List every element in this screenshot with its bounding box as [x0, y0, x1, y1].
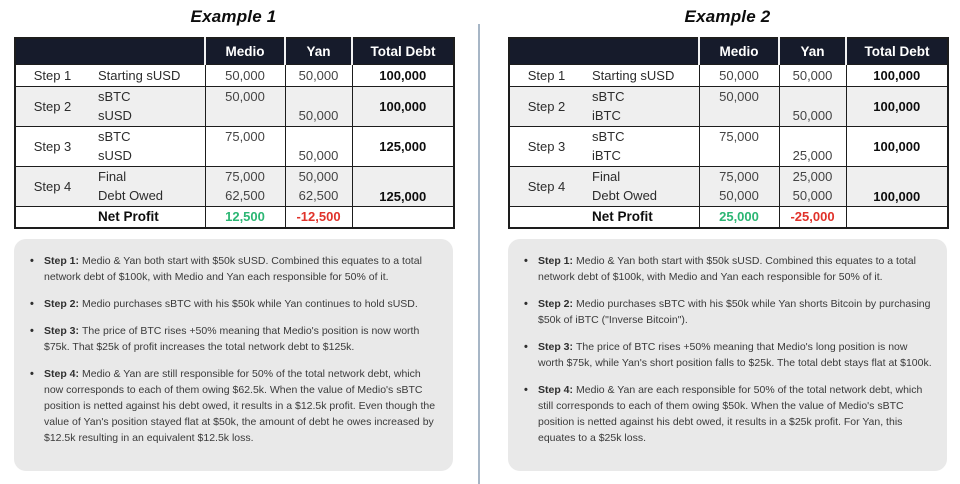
step-1-row: [509, 64, 948, 86]
corner-cell: [15, 38, 205, 64]
column-header-yan: Yan: [779, 38, 846, 64]
note-item: [30, 296, 439, 312]
empty-cell: [352, 206, 454, 228]
step-label: Step 3: [15, 126, 89, 166]
medio-value: 75,000: [699, 126, 779, 146]
row-description: Final: [583, 166, 699, 186]
note-body: Medio purchases sBTC with his $50k while Yan continues to hold sUSD.: [82, 298, 418, 310]
note-lead: Step 4:: [44, 368, 80, 380]
bullet-icon: [524, 253, 531, 285]
step-label: Step 1: [15, 64, 89, 86]
total-debt-value: 100,000: [846, 86, 948, 126]
step-2-row: [15, 86, 454, 126]
medio-value: [699, 146, 779, 166]
note-body: Medio & Yan are still responsible for 50% of the total network debt, which now corresponds to each of them owing $62.5k. When the value of Medio's sBTC position is netted against his debt owed, it results in a $12.5k profit. Even though the value of Yan's position stayed flat at $50k, the amount of debt he owes increased by $12.5k resulting in an equivalent $12.5k loss.: [44, 368, 436, 444]
note-text: [44, 323, 439, 355]
row-description: sBTC: [89, 86, 205, 106]
net-profit-row: [509, 206, 948, 228]
step-3-row: [15, 126, 454, 166]
empty-cell: [509, 206, 583, 228]
example-1-title: Example 1: [190, 7, 277, 26]
column-header-medio: Medio: [699, 38, 779, 64]
bullet-icon: [524, 382, 531, 446]
yan-value: 25,000: [779, 146, 846, 166]
step-2-row: [509, 86, 948, 126]
note-item: [30, 323, 439, 355]
medio-net-profit: 25,000: [699, 206, 779, 228]
note-lead: Step 3:: [44, 325, 80, 337]
yan-value: [779, 86, 846, 106]
net-profit-label: Net Profit: [89, 206, 205, 228]
total-debt-value: 100,000: [846, 126, 948, 166]
note-lead: Step 3:: [538, 341, 574, 353]
total-debt-value: 100,000: [846, 166, 948, 206]
total-debt-value: 125,000: [352, 126, 454, 166]
medio-value: 62,500: [205, 186, 285, 206]
note-body: Medio & Yan are each responsible for 50% of the total network debt, which still corresponds to each of them owing $50k. When the value of Medio's sBTC position is netted against his debt owed, it results in a $25k profit. For Yan, this equates to a $25k loss.: [538, 384, 923, 444]
medio-value: 50,000: [205, 86, 285, 106]
step-label: Step 4: [15, 166, 89, 206]
empty-cell: [846, 206, 948, 228]
total-debt-value: 125,000: [352, 166, 454, 206]
row-description: sBTC: [89, 126, 205, 146]
step-4-row: [509, 166, 948, 206]
step-label: Step 3: [509, 126, 583, 166]
column-header-medio: Medio: [205, 38, 285, 64]
medio-value: 75,000: [205, 166, 285, 186]
example-1-panel: [14, 0, 453, 471]
step-label: Step 2: [15, 86, 89, 126]
medio-value: [205, 146, 285, 166]
step-label: Step 1: [509, 64, 583, 86]
yan-value: 50,000: [779, 186, 846, 206]
medio-net-profit: 12,500: [205, 206, 285, 228]
step-label: Step 2: [509, 86, 583, 126]
note-item: [524, 253, 933, 285]
example-2-notes-box: [508, 239, 947, 471]
total-debt-value: 100,000: [352, 64, 454, 86]
medio-value: [699, 106, 779, 126]
step-4-row: [15, 166, 454, 206]
note-lead: Step 2:: [538, 298, 574, 310]
row-description: iBTC: [583, 106, 699, 126]
yan-value: 50,000: [285, 146, 352, 166]
example-2-panel: [508, 0, 947, 471]
bullet-icon: [524, 339, 531, 371]
medio-value: 50,000: [699, 64, 779, 86]
yan-value: 25,000: [779, 166, 846, 186]
note-item: [30, 253, 439, 285]
row-description: sUSD: [89, 106, 205, 126]
example-2-title: Example 2: [684, 7, 771, 26]
net-profit-label: Net Profit: [583, 206, 699, 228]
note-body: The price of BTC rises +50% meaning that Medio's long position is now worth $75k, while Yan's short position falls to $25k. The total debt stays flat at $100k.: [538, 341, 932, 369]
row-description: sUSD: [89, 146, 205, 166]
yan-value: 50,000: [779, 106, 846, 126]
example-1-debt-table: [14, 37, 455, 229]
note-item: [30, 366, 439, 446]
table-header: [15, 38, 454, 64]
note-item: [524, 296, 933, 328]
note-text: [538, 382, 933, 446]
column-header-total-debt: Total Debt: [846, 38, 948, 64]
note-body: Medio & Yan both start with $50k sUSD. Combined this equates to a total network debt of $100k, with Medio and Yan each responsible for 50% of it.: [538, 255, 916, 283]
yan-net-profit: -12,500: [285, 206, 352, 228]
yan-value: 50,000: [285, 166, 352, 186]
empty-cell: [15, 206, 89, 228]
note-body: Medio & Yan both start with $50k sUSD. Combined this equates to a total network debt of $100k, with Medio and Yan each responsible for 50% of it.: [44, 255, 422, 283]
yan-value: [285, 126, 352, 146]
row-description: sBTC: [583, 126, 699, 146]
yan-value: 50,000: [285, 64, 352, 86]
row-description: Starting sUSD: [583, 64, 699, 86]
yan-value: [779, 126, 846, 146]
yan-value: 50,000: [285, 106, 352, 126]
bullet-icon: [30, 253, 37, 285]
yan-value: 62,500: [285, 186, 352, 206]
bullet-icon: [30, 296, 37, 312]
medio-value: 50,000: [699, 86, 779, 106]
note-item: [524, 339, 933, 371]
row-description: sBTC: [583, 86, 699, 106]
note-body: The price of BTC rises +50% meaning that Medio's position is now worth $75k. That $25k of profit increases the total network debt to $125k.: [44, 325, 420, 353]
note-text: [538, 253, 933, 285]
vertical-divider: [478, 24, 480, 484]
medio-value: 50,000: [205, 64, 285, 86]
net-profit-row: [15, 206, 454, 228]
column-header-total-debt: Total Debt: [352, 38, 454, 64]
note-lead: Step 1:: [538, 255, 574, 267]
note-text: [538, 339, 933, 371]
note-lead: Step 4:: [538, 384, 574, 396]
yan-value: 50,000: [779, 64, 846, 86]
note-text: [538, 296, 933, 328]
total-debt-value: 100,000: [352, 86, 454, 126]
total-debt-value: 100,000: [846, 64, 948, 86]
step-3-row: [509, 126, 948, 166]
step-1-row: [15, 64, 454, 86]
bullet-icon: [30, 366, 37, 446]
row-description: Final: [89, 166, 205, 186]
bullet-icon: [524, 296, 531, 328]
note-text: [44, 253, 439, 285]
note-body: Medio purchases sBTC with his $50k while Yan shorts Bitcoin by purchasing $50k of iBTC ("Inverse Bitcoin").: [538, 298, 931, 326]
note-item: [524, 382, 933, 446]
column-header-yan: Yan: [285, 38, 352, 64]
medio-value: [205, 106, 285, 126]
row-description: iBTC: [583, 146, 699, 166]
medio-value: 50,000: [699, 186, 779, 206]
note-lead: Step 2:: [44, 298, 80, 310]
bullet-icon: [30, 323, 37, 355]
yan-net-profit: -25,000: [779, 206, 846, 228]
medio-value: 75,000: [699, 166, 779, 186]
row-description: Starting sUSD: [89, 64, 205, 86]
note-text: [44, 296, 418, 312]
example-1-notes-box: [14, 239, 453, 471]
table-header: [509, 38, 948, 64]
note-lead: Step 1:: [44, 255, 80, 267]
row-description: Debt Owed: [89, 186, 205, 206]
example-2-debt-table: [508, 37, 949, 229]
note-text: [44, 366, 439, 446]
row-description: Debt Owed: [583, 186, 699, 206]
medio-value: 75,000: [205, 126, 285, 146]
step-label: Step 4: [509, 166, 583, 206]
yan-value: [285, 86, 352, 106]
corner-cell: [509, 38, 699, 64]
